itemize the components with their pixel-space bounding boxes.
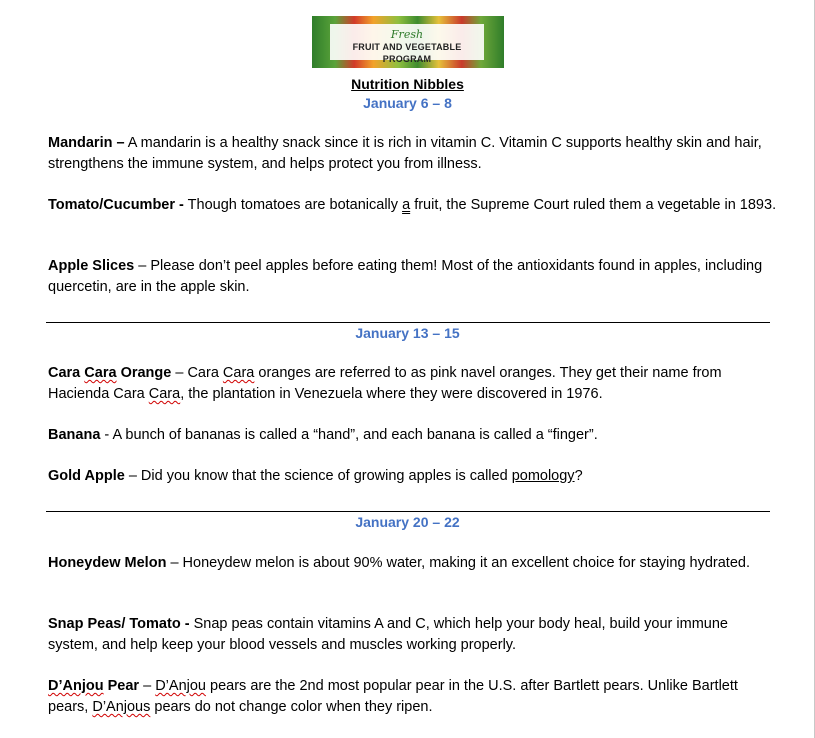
section-divider <box>46 511 770 512</box>
item-text: pears are the 2nd most popular pear in the U.S. after Bartlett pears. Unlike Bartlett pears, <box>48 678 738 715</box>
item-danjou-pear <box>48 676 778 718</box>
spellcheck-word: D’Anjou <box>155 678 206 694</box>
banner-program-text: FRUIT AND VEGETABLE PROGRAM <box>352 42 462 64</box>
item-name: Tomato/Cucumber - <box>48 197 184 213</box>
week-heading-jan-13: January 13 – 15 <box>355 325 460 341</box>
item-mandarin <box>48 133 778 175</box>
item-snap-peas-tomato <box>48 614 778 656</box>
spellcheck-word: Cara <box>148 386 181 402</box>
spellcheck-word: Cara <box>84 365 117 381</box>
item-name <box>48 365 171 381</box>
item-name: Mandarin – <box>48 135 125 151</box>
item-banana <box>48 425 778 446</box>
item-name <box>48 678 139 694</box>
banner-fresh-text: Fresh <box>390 28 424 41</box>
item-text: , the plantation in Venezuela where they were discovered in 1976. <box>180 386 603 402</box>
week-heading-jan-20: January 20 – 22 <box>355 514 460 530</box>
item-text: ? <box>574 468 583 484</box>
item-text: Though tomatoes are botanically <box>187 197 399 213</box>
spellcheck-word: Cara <box>222 365 255 381</box>
item-name: Banana <box>48 427 101 443</box>
item-cara-cara-orange <box>48 363 778 405</box>
item-name-word: Orange <box>120 365 172 381</box>
spellcheck-word: D’Anjou <box>48 678 104 694</box>
item-text: – Cara <box>175 365 219 381</box>
spellcheck-word: D’Anjous <box>92 699 151 715</box>
item-text: – <box>143 678 152 694</box>
item-text: - A bunch of bananas is called a “hand”, and each banana is called a “finger”. <box>104 427 598 443</box>
item-name-word: Pear <box>107 678 140 694</box>
item-text: – Honeydew melon is about 90% water, making it an excellent choice for staying hydrated. <box>170 555 750 571</box>
section-divider <box>46 322 770 323</box>
item-text: pears do not change color when they ripen. <box>154 699 433 715</box>
item-text: – Did you know that the science of growing apples is called <box>128 468 508 484</box>
item-gold-apple <box>48 466 778 487</box>
item-tomato-cucumber <box>48 195 778 216</box>
item-name: Gold Apple <box>48 468 125 484</box>
item-honeydew-melon <box>48 553 778 574</box>
fruit-vegetable-program-banner <box>312 16 504 68</box>
underlined-word: pomology <box>511 468 575 484</box>
item-name-word: Cara <box>48 365 81 381</box>
item-apple-slices <box>48 256 778 298</box>
item-name: Snap Peas/ Tomato - <box>48 616 190 632</box>
item-text: fruit, the Supreme Court ruled them a vegetable in 1893. <box>414 197 777 213</box>
item-text: oranges are referred to as pink navel oranges. They get their name from Hacienda Cara <box>48 365 722 402</box>
page-title: Nutrition Nibbles <box>351 76 464 92</box>
item-text: – Please don’t peel apples before eating them! Most of the antioxidants found in apples, including quercetin, are in the apple skin. <box>48 258 763 295</box>
item-text: A mandarin is a healthy snack since it is rich in vitamin C. Vitamin C supports healthy skin and hair, strengthens the immune system, and helps protect you from illness. <box>48 135 762 172</box>
item-name: Honeydew Melon <box>48 555 167 571</box>
banner-label-box <box>330 24 484 64</box>
item-text: Snap peas contain vitamins A and C, which help your body heal, build your immune system, and help keep your blood vessels and muscles working properly. <box>48 616 728 653</box>
week-heading-jan-6: January 6 – 8 <box>363 95 452 111</box>
grammar-marked-word: a <box>402 197 411 213</box>
item-name: Apple Slices <box>48 258 135 274</box>
